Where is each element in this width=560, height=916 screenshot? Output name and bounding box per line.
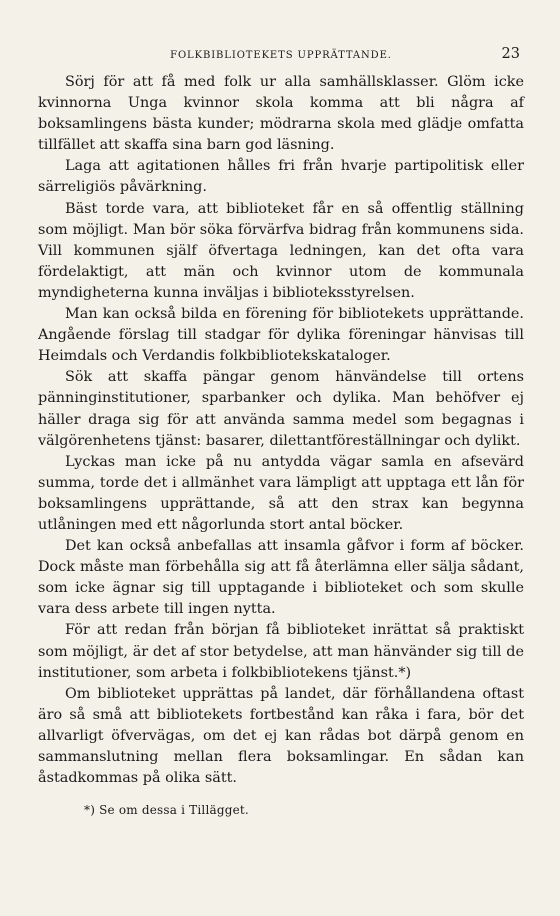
paragraph: Sörj för att få med folk ur alla samhällsklasser. Glöm icke kvinnorna Unga kvinnor skola komma att bli några af boksamlingens bästa kunder; mödrarna skola med glädje omfatta tillfället att skaffa sina barn god läsning. bbox=[38, 74, 524, 154]
paragraph: Sök att skaffa pängar genom hänvändelse till ortens pänninginstitutioner, sparbanker och dylika. Man behöfver ej häller draga sig för att använda samma medel som begagnas i välgörenhetens tjänst: basarer, dilettantföreställningar och dylikt. bbox=[38, 369, 524, 449]
page-number: 23 bbox=[501, 46, 520, 62]
paragraph: Det kan också anbefallas att insamla gåfvor i form af böcker. Dock måste man förbehålla sig att få återlämna eller sälja sådant, som icke ägnar sig till upptagande i biblioteket och som skulle vara dess arbete till ingen nytta. bbox=[38, 538, 524, 618]
paragraph: Om biblioteket upprättas på landet, där förhållandena oftast äro så små att bibliotekets fortbestånd kan råka i fara, bör det allvarligt öfvervägas, om det ej kan rådas bot därpå genom en sammanslutning mellan flera boksamlingar. En sådan kan åstadkommas på olika sätt. bbox=[38, 685, 524, 787]
book-page bbox=[38, 46, 524, 817]
running-head bbox=[38, 46, 524, 66]
body-text bbox=[38, 72, 524, 789]
paragraph: Man kan också bilda en förening för bibliotekets upprättande. Angående förslag till stadgar för dylika föreningar hänvisas till Heimdals och Verdandis folkbibliotekskataloger. bbox=[38, 306, 524, 365]
paragraph: Laga att agitationen hålles fri från hvarje partipolitisk eller särreligiös påvärkning. bbox=[38, 158, 524, 196]
running-title: FOLKBIBLIOTEKETS UPPRÄTTANDE. bbox=[170, 50, 392, 61]
paragraph: För att redan från början få biblioteket inrättat så praktiskt som möjligt, är det af stor betydelse, att man hänvänder sig till de institutioner, som arbeta i folkbibliotekens tjänst.*) bbox=[38, 622, 524, 681]
paragraph: Bäst torde vara, att biblioteket får en så offentlig ställning som möjligt. Man bör söka förvärfva bidrag från kommunens sida. Vill kommunen själf öfvertaga ledningen, kan det ofta vara fördelaktigt, att män och kvinnor utom de kommunala myndigheterna kunna inväljas i biblioteksstyrelsen. bbox=[38, 200, 524, 301]
footnote: *) Se om dessa i Tillägget. bbox=[84, 803, 249, 818]
paragraph: Lyckas man icke på nu antydda vägar samla en afsevärd summa, torde det i allmänhet vara lämpligt att upptaga ett lån för boksamlingens upprättande, så att den strax kan begynna utlåningen med ett någorlunda stort antal böcker. bbox=[38, 453, 524, 533]
